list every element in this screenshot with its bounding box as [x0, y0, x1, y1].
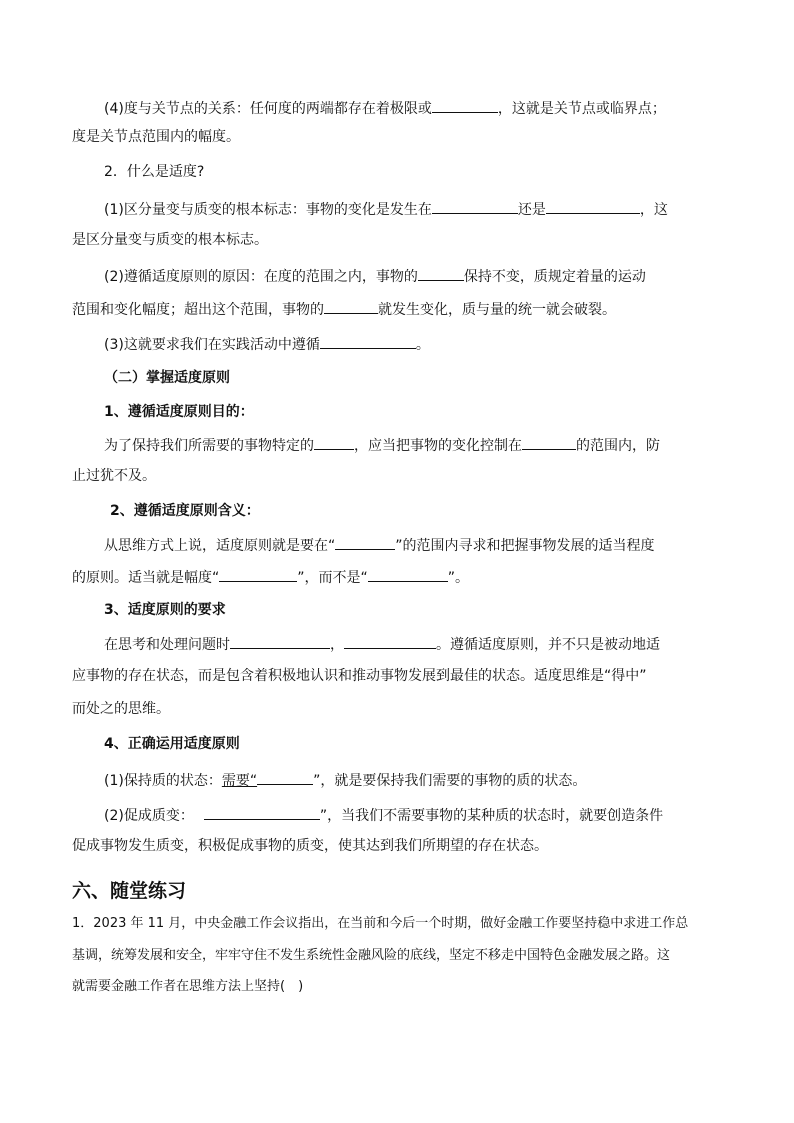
fill-blank[interactable]	[418, 265, 464, 281]
paragraph-line: 而处之的思维。	[72, 701, 170, 717]
fill-blank[interactable]	[432, 97, 498, 113]
fill-blank[interactable]	[219, 566, 297, 582]
fill-blank[interactable]	[368, 566, 448, 582]
text: 。	[415, 337, 430, 353]
text: ”，而不是“	[297, 570, 368, 586]
paragraph-line	[104, 534, 726, 556]
paragraph-line: 是区分量变与质变的根本标志。	[72, 232, 268, 248]
text: 范围和变化幅度；超出这个范围，事物的	[72, 302, 324, 318]
paragraph-line	[104, 769, 726, 791]
subsection-heading: 1、遵循适度原则目的：	[104, 404, 254, 420]
text: ”。	[447, 570, 470, 586]
question-line: 1．2023 年 11 月，中央金融工作会议指出，在当前和今后一个时期，做好金融工作要坚持稳中求进工作总	[72, 916, 689, 931]
text: (2)促成质变：	[104, 808, 194, 824]
practice-heading: 六、随堂练习	[72, 880, 187, 902]
fill-blank[interactable]	[324, 298, 378, 314]
paragraph-line: 促成事物发生质变，积极促成事物的质变，使其达到我们所期望的存在状态。	[72, 838, 548, 854]
paragraph-line: 止过犹不及。	[72, 468, 156, 484]
text: 还是	[517, 202, 546, 218]
text: 在思考和处理问题时	[104, 637, 230, 653]
fill-blank[interactable]	[314, 434, 354, 450]
text: ”，就是要保持我们需要的事物的质的状态。	[313, 773, 587, 789]
paragraph-line: 应事物的存在状态，而是包含着积极地认识和推动事物发展到最佳的状态。适度思维是“得中”	[72, 668, 647, 684]
question-line: 就需要金融工作者在思维方法上坚持( )	[72, 979, 304, 994]
text: 保持不变，质规定着量的运动	[463, 269, 646, 285]
paragraph-line	[104, 333, 726, 355]
text: (2)遵循适度原则的原因：在度的范围之内，事物的	[104, 269, 418, 285]
text: ，这	[639, 202, 668, 218]
text: 为了保持我们所需要的事物特定的	[104, 438, 314, 454]
fill-blank[interactable]	[320, 333, 416, 349]
paragraph-degree-critical-point	[104, 97, 726, 119]
text: (1)区分量变与质变的根本标志：事物的变化是发生在	[104, 202, 432, 218]
underlined-text: 需要“	[221, 773, 258, 789]
question-line: 基调，统筹发展和安全，牢牢守住不发生系统性金融风险的底线，坚定不移走中国特色金融发展之路。这	[72, 948, 671, 963]
paragraph-line	[104, 633, 726, 655]
paragraph-line	[72, 566, 726, 588]
fill-blank[interactable]	[522, 434, 576, 450]
paragraph-line	[104, 198, 726, 220]
text: ，	[330, 637, 344, 653]
text: 的范围内，防	[576, 438, 660, 454]
subsection-heading: 4、正确运用适度原则	[104, 736, 240, 752]
paragraph-line	[104, 434, 726, 456]
paragraph-line	[72, 298, 726, 320]
text: 就发生变化，质与量的统一就会破裂。	[378, 302, 616, 318]
text: 。遵循适度原则，并不只是被动地适	[436, 637, 660, 653]
fill-blank[interactable]	[204, 804, 320, 820]
paragraph-line: 度是关节点范围内的幅度。	[72, 129, 240, 145]
text: ，应当把事物的变化控制在	[354, 438, 522, 454]
fill-blank[interactable]	[335, 534, 395, 550]
text: 的原则。适当就是幅度“	[72, 570, 220, 586]
subsection-heading: 2、遵循适度原则含义：	[110, 503, 260, 519]
section-heading: （二）掌握适度原则	[104, 370, 230, 386]
text: ，这就是关节点或临界点；	[497, 101, 666, 117]
fill-blank[interactable]	[432, 198, 518, 214]
fill-blank[interactable]	[257, 769, 313, 785]
subsection-heading: 3、适度原则的要求	[104, 602, 226, 618]
paragraph-line	[104, 804, 726, 826]
text: (1)保持质的状态：	[104, 773, 222, 789]
text: 从思维方式上说，适度原则就是要在“	[104, 538, 336, 554]
text: (4)度与关节点的关系：任何度的两端都存在着极限或	[104, 101, 432, 117]
text: ”，当我们不需要事物的某种质的状态时，就要创造条件	[319, 808, 664, 824]
text: ”的范围内寻求和把握事物发展的适当程度	[395, 538, 655, 554]
text: (3)这就要求我们在实践活动中遵循	[104, 337, 320, 353]
fill-blank[interactable]	[344, 633, 436, 649]
fill-blank[interactable]	[230, 633, 330, 649]
question-heading: 2．什么是适度?	[104, 164, 205, 180]
fill-blank[interactable]	[546, 198, 640, 214]
paragraph-line	[104, 265, 726, 287]
